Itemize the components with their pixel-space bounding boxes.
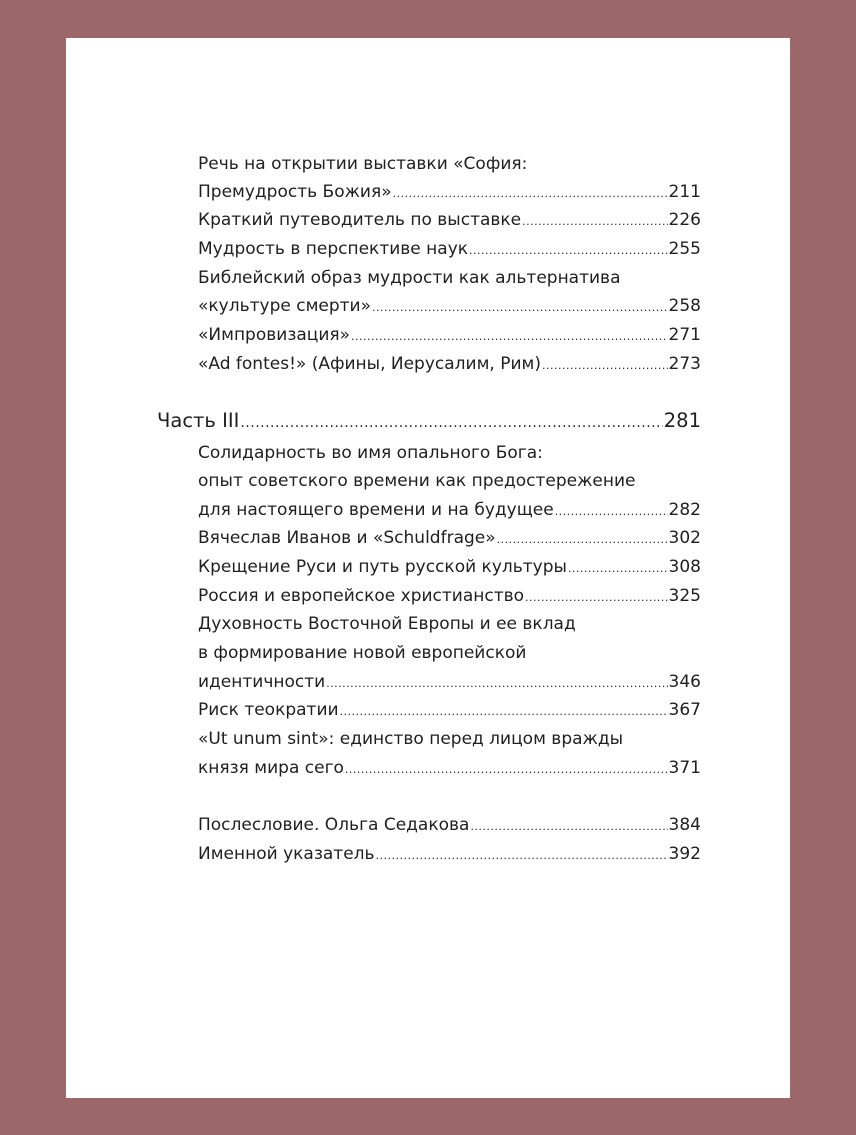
toc-entry-title: «Импровизация» bbox=[198, 325, 351, 345]
toc-part-page: 281 bbox=[663, 409, 701, 432]
toc-entry-title: Риск теократии bbox=[198, 700, 339, 720]
toc-entry bbox=[198, 181, 701, 205]
toc-entry bbox=[198, 324, 701, 348]
toc-entry-title: опыт советского времени как предостережение bbox=[198, 471, 636, 491]
toc-entry-title: Послесловие. Ольга Седакова bbox=[198, 815, 470, 835]
toc-part-title: Часть III bbox=[157, 409, 240, 432]
toc-entry bbox=[198, 470, 701, 492]
dot-leader bbox=[469, 240, 668, 262]
toc-entry-page: 226 bbox=[668, 210, 701, 230]
toc-entry-title: в формирование новой европейской bbox=[198, 643, 527, 663]
toc-entry-title: Премудрость Божия» bbox=[198, 182, 392, 202]
toc-entry-title: «культуре смерти» bbox=[198, 296, 372, 316]
toc-entry-page: 371 bbox=[668, 758, 701, 778]
toc-entry bbox=[198, 843, 701, 867]
toc-entry bbox=[198, 153, 701, 175]
toc-entry bbox=[198, 209, 701, 233]
toc-entry-page: 271 bbox=[668, 325, 701, 345]
toc-entry-title: идентичности bbox=[198, 672, 326, 692]
toc-entry-title: Россия и европейское христианство bbox=[198, 586, 525, 606]
toc-entry bbox=[198, 642, 701, 664]
toc-entry-title: «Ut unum sint»: единство перед лицом вражды bbox=[198, 729, 624, 749]
toc-entry-title: Библейский образ мудрости как альтернатива bbox=[198, 268, 621, 288]
toc-entry-page: 308 bbox=[668, 557, 701, 577]
dot-leader bbox=[340, 701, 668, 723]
toc-entry-title: Мудрость в перспективе наук bbox=[198, 239, 469, 259]
toc-entry bbox=[198, 442, 701, 464]
toc-entry bbox=[198, 295, 701, 319]
table-of-contents bbox=[66, 38, 790, 1098]
toc-entry-page: 325 bbox=[668, 586, 701, 606]
toc-entry-page: 282 bbox=[668, 500, 701, 520]
toc-entry bbox=[198, 585, 701, 609]
toc-entry-title: Именной указатель bbox=[198, 844, 375, 864]
toc-entry-page: 392 bbox=[668, 844, 701, 864]
dot-leader bbox=[525, 587, 668, 609]
toc-entry bbox=[198, 238, 701, 262]
dot-leader bbox=[240, 410, 662, 436]
toc-entry-title: Вячеслав Иванов и «Schuldfrage» bbox=[198, 528, 496, 548]
dot-leader bbox=[326, 673, 667, 695]
toc-entry bbox=[198, 499, 701, 523]
toc-entry bbox=[198, 267, 701, 289]
dot-leader bbox=[522, 211, 667, 233]
toc-entry-title: Крещение Руси и путь русской культуры bbox=[198, 557, 567, 577]
toc-entry bbox=[198, 671, 701, 695]
toc-entry-title: Солидарность во имя опального Бога: bbox=[198, 443, 543, 463]
toc-entry-page: 255 bbox=[668, 239, 701, 259]
toc-entry-title: «Ad fontes!» (Афины, Иерусалим, Рим) bbox=[198, 354, 541, 374]
toc-entry-title: Краткий путеводитель по выставке bbox=[198, 210, 522, 230]
toc-entry bbox=[198, 613, 701, 635]
toc-entry-page: 346 bbox=[668, 672, 701, 692]
toc-entry bbox=[198, 353, 701, 377]
dot-leader bbox=[470, 816, 667, 838]
toc-entry-page: 258 bbox=[668, 296, 701, 316]
dot-leader bbox=[393, 183, 668, 205]
dot-leader bbox=[372, 297, 668, 319]
toc-entry bbox=[198, 757, 701, 781]
book-page bbox=[66, 38, 790, 1098]
toc-part-heading bbox=[157, 408, 701, 436]
toc-entry-title: Речь на открытии выставки «София: bbox=[198, 154, 528, 174]
toc-entry-title: для настоящего времени и на будущее bbox=[198, 500, 554, 520]
toc-entry bbox=[198, 728, 701, 750]
toc-entry-page: 384 bbox=[668, 815, 701, 835]
dot-leader bbox=[555, 501, 668, 523]
toc-entry bbox=[198, 527, 701, 551]
dot-leader bbox=[542, 355, 668, 377]
toc-entry bbox=[198, 556, 701, 580]
dot-leader bbox=[351, 326, 668, 348]
toc-entry-title: князя мира сего bbox=[198, 758, 344, 778]
toc-entry bbox=[198, 699, 701, 723]
dot-leader bbox=[345, 759, 668, 781]
toc-entry-page: 211 bbox=[668, 182, 701, 202]
dot-leader bbox=[497, 529, 668, 551]
toc-entry-title: Духовность Восточной Европы и ее вклад bbox=[198, 614, 576, 634]
toc-entry-page: 302 bbox=[668, 528, 701, 548]
dot-leader bbox=[376, 845, 668, 867]
toc-entry-page: 273 bbox=[668, 354, 701, 374]
dot-leader bbox=[568, 558, 668, 580]
toc-entry bbox=[198, 814, 701, 838]
toc-entry-page: 367 bbox=[668, 700, 701, 720]
